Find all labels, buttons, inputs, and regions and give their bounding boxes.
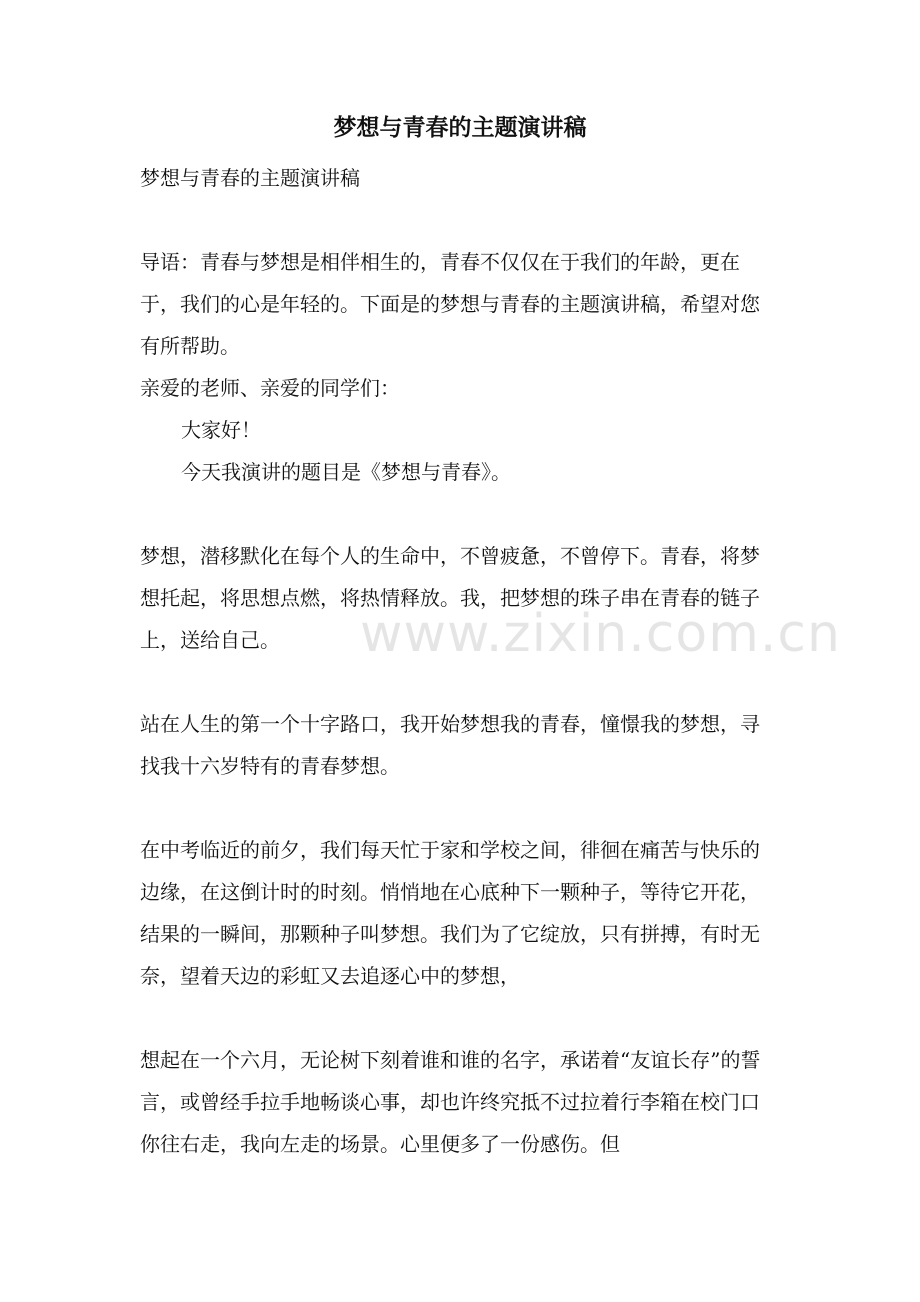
body-paragraph-2: 站在人生的第一个十字路口，我开始梦想我的青春，憧憬我的梦想，寻找我十六岁特有的青春梦想。 [140, 712, 760, 778]
blank-line [140, 997, 772, 1039]
blank-line [140, 493, 772, 535]
intro-paragraph: 导语：青春与梦想是相伴相生的，青春不仅仅在于我们的年龄，更在于，我们的心是年轻的。下面是的梦想与青春的主题演讲稿，希望对您有所帮助。 [140, 250, 760, 358]
blank-line [140, 661, 772, 703]
salutation-line: 亲爱的老师、亲爱的同学们： [140, 376, 400, 400]
subtitle-line: 梦想与青春的主题演讲稿 [140, 166, 360, 190]
body-paragraph-3: 在中考临近的前夕，我们每天忙于家和学校之间，徘徊在痛苦与快乐的边缘，在这倒计时的时刻。悄悄地在心底种下一颗种子，等待它开花，结果的一瞬间，那颗种子叫梦想。我们为了它绽放，只有拼搏，有时无奈，望着天边的彩虹又去追逐心中的梦想， [140, 838, 760, 988]
body-paragraph-4: 想起在一个六月，无论树下刻着谁和谁的名字，承诺着“友谊长存”的誓言，或曾经手拉手地畅谈心事，却也许终究抵不过拉着行李箱在校门口你往右走，我向左走的场景。心里便多了一份感伤。但 [140, 1048, 761, 1156]
topic-line: 今天我演讲的题目是《梦想与青春》。 [181, 460, 511, 484]
blank-line [140, 199, 772, 241]
greeting-line: 大家好！ [181, 418, 261, 442]
blank-line [140, 787, 772, 829]
site-watermark: www.zixin.com.cn [360, 604, 841, 664]
document-title: 梦想与青春的主题演讲稿 [333, 114, 587, 141]
body-paragraph-1: 梦想，潜移默化在每个人的生命中，不曾疲惫，不曾停下。青春，将梦想托起，将思想点燃，将热情释放。我，把梦想的珠子串在青春的链子上，送给自己。 [140, 544, 760, 652]
